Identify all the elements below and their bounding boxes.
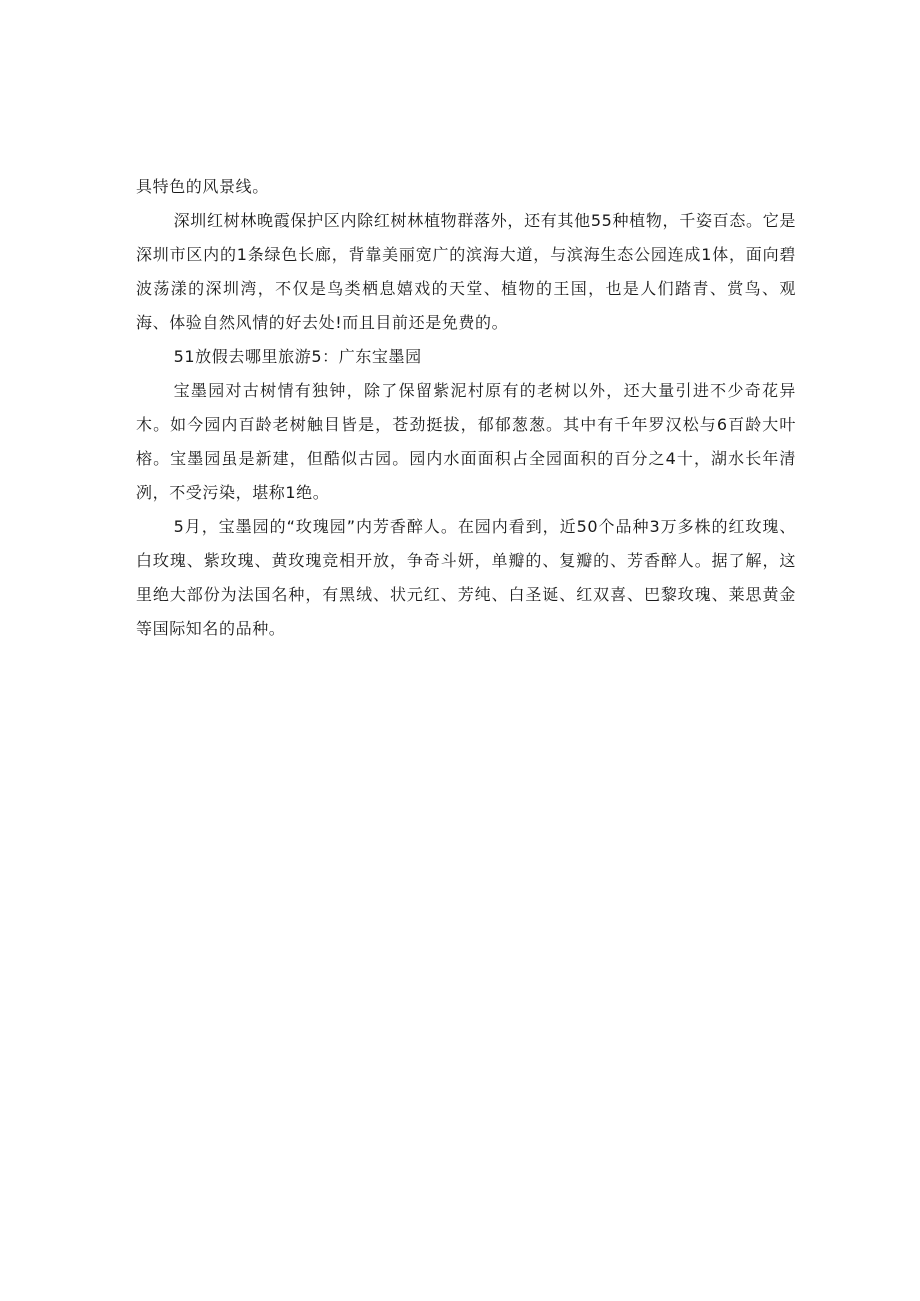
section-heading-baomo-garden: 51放假去哪里旅游5：广东宝墨园 bbox=[173, 347, 422, 366]
paragraph-continuation: 具特色的风景线。 bbox=[136, 177, 269, 196]
paragraph-mangrove-reserve: 深圳红树林晚霞保护区内除红树林植物群落外，还有其他55种植物，千姿百态。它是深圳市区内的1条绿色长廊，背靠美丽宽广的滨海大道，与滨海生态公园连成1体，面向碧波荡漾的深圳湾，不仅是鸟类栖息嬉戏的天堂、植物的王国，也是人们踏青、赏鸟、观海、体验自然风情的好去处!而且目前还是免费的。 bbox=[136, 211, 796, 332]
document-body bbox=[136, 170, 796, 646]
paragraph-ancient-trees: 宝墨园对古树情有独钟，除了保留紫泥村原有的老树以外，还大量引进不少奇花异木。如今园内百龄老树触目皆是，苍劲挺拔，郁郁葱葱。其中有千年罗汉松与6百龄大叶榕。宝墨园虽是新建，但酷似古园。园内水面面积占全园面积的百分之4十，湖水长年清冽，不受污染，堪称1绝。 bbox=[136, 381, 796, 502]
paragraph-rose-garden: 5月，宝墨园的“玫瑰园”内芳香醉人。在园内看到，近50个品种3万多株的红玫瑰、白玫瑰、紫玫瑰、黄玫瑰竞相开放，争奇斗妍，单瓣的、复瓣的、芳香醉人。据了解，这里绝大部份为法国名种，有黑绒、状元红、芳纯、白圣诞、红双喜、巴黎玫瑰、莱思黄金等国际知名的品种。 bbox=[136, 517, 796, 638]
